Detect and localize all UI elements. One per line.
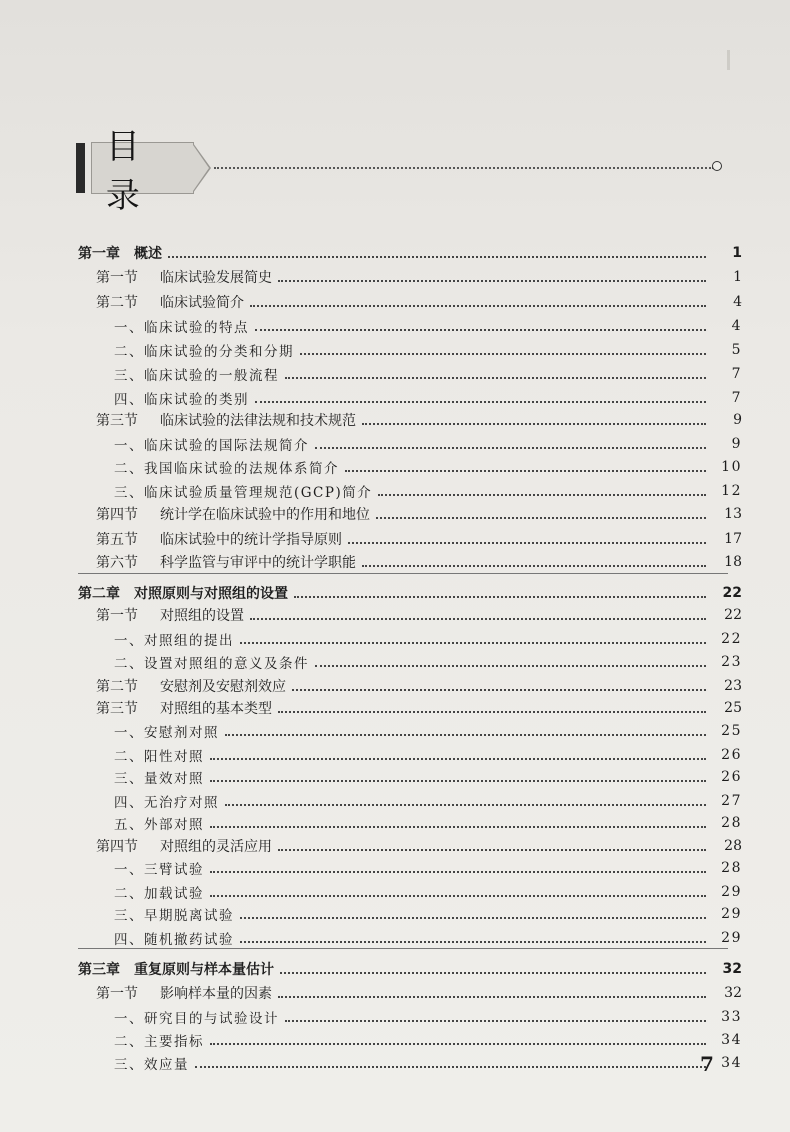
toc-entry-label xyxy=(114,791,219,811)
toc-entry-sub[interactable] xyxy=(114,456,742,478)
toc-title: 目 录 xyxy=(105,127,158,216)
toc-entry-page: 4 xyxy=(731,318,742,334)
title-arrow-inner xyxy=(193,145,209,191)
title-dotted-line xyxy=(214,167,714,169)
toc-entry-title: 对照组的设置 xyxy=(160,608,244,624)
toc-entry-title: 二、阳性对照 xyxy=(114,749,204,765)
toc-entry-sub[interactable] xyxy=(114,1029,742,1051)
toc-entry-title: 对照组的基本类型 xyxy=(160,701,272,717)
toc-entry-section[interactable] xyxy=(96,835,742,857)
toc-entry-number: 第一节 xyxy=(96,608,138,624)
toc-entry-label xyxy=(114,364,279,384)
dot-leader xyxy=(255,391,706,403)
toc-entry-title: 五、外部对照 xyxy=(114,817,204,833)
toc-entry-page: 4 xyxy=(733,294,742,310)
dot-leader xyxy=(240,931,706,943)
toc-entry-sub[interactable] xyxy=(114,1052,742,1074)
toc-entry-label xyxy=(96,676,286,696)
toc-entry-page: 7 xyxy=(731,366,742,382)
title-inner xyxy=(91,127,194,216)
toc-entry-sub[interactable] xyxy=(114,744,742,766)
toc-entry-page: 28 xyxy=(721,815,742,831)
toc-entry-sub[interactable] xyxy=(114,651,742,673)
toc-entry-page: 10 xyxy=(721,459,742,475)
toc-entry-page: 34 xyxy=(721,1055,742,1071)
title-circle-icon xyxy=(712,161,722,171)
toc-entry-section[interactable] xyxy=(96,982,742,1004)
toc-entry-label xyxy=(114,928,234,948)
toc-entry-title: 临床试验中的统计学指导原则 xyxy=(160,532,342,548)
title-bar xyxy=(76,143,85,193)
toc-entry-sub[interactable] xyxy=(114,363,742,385)
dot-leader xyxy=(240,632,706,644)
toc-entry-label xyxy=(96,292,244,312)
toc-entry-chapter[interactable] xyxy=(78,582,742,604)
toc-entry-chapter[interactable] xyxy=(78,242,742,264)
toc-entry-number: 第六节 xyxy=(96,555,138,571)
dot-leader xyxy=(195,1056,706,1068)
toc-entry-sub[interactable] xyxy=(114,433,742,455)
toc-entry-page: 26 xyxy=(721,769,742,785)
toc-entry-number: 第一章 xyxy=(78,246,120,262)
dot-leader xyxy=(278,701,706,713)
toc-entry-sub[interactable] xyxy=(114,857,742,879)
dot-leader xyxy=(210,861,706,873)
toc-entry-label xyxy=(114,388,249,408)
toc-entry-title: 临床试验发展简史 xyxy=(160,270,272,286)
chapter-divider xyxy=(78,948,728,949)
dot-leader xyxy=(292,679,706,691)
toc-entry-page: 29 xyxy=(721,884,742,900)
dot-leader xyxy=(362,555,706,567)
dot-leader xyxy=(210,816,706,828)
toc-entry-page: 33 xyxy=(721,1009,742,1025)
toc-entry-label xyxy=(78,243,162,263)
toc-entry-number: 第二节 xyxy=(96,295,138,311)
toc-entry-sub[interactable] xyxy=(114,903,742,925)
toc-entry-sub[interactable] xyxy=(114,315,742,337)
dot-leader xyxy=(285,367,706,379)
toc-entry-page: 5 xyxy=(731,342,742,358)
toc-entry-title: 临床试验简介 xyxy=(160,295,244,311)
toc-entry-label xyxy=(96,698,272,718)
toc-entry-label xyxy=(114,1030,204,1050)
header-mark xyxy=(677,50,730,70)
toc-entry-title: 四、随机撤药试验 xyxy=(114,932,234,948)
toc-entry-label xyxy=(114,434,309,454)
toc-entry-sub[interactable] xyxy=(114,927,742,949)
toc-entry-label xyxy=(96,552,356,572)
toc-entry-label xyxy=(114,745,204,765)
toc-entry-page: 23 xyxy=(724,678,742,694)
page-number: 7 xyxy=(700,1052,714,1076)
toc-entry-section[interactable] xyxy=(96,675,742,697)
toc-entry-number: 第三节 xyxy=(96,413,138,429)
toc-entry-page: 25 xyxy=(724,700,742,716)
toc-entry-title: 三、临床试验的一般流程 xyxy=(114,368,279,384)
toc-entry-page: 29 xyxy=(721,930,742,946)
toc-entry-sub[interactable] xyxy=(114,790,742,812)
dot-leader xyxy=(362,413,706,425)
toc-entry-label xyxy=(78,583,288,603)
toc-entry-sub[interactable] xyxy=(114,387,742,409)
dot-leader xyxy=(225,794,706,806)
dot-leader xyxy=(278,270,706,282)
toc-entry-label xyxy=(96,605,244,625)
toc-entry-title: 二、我国临床试验的法规体系简介 xyxy=(114,461,339,477)
toc-entry-section[interactable] xyxy=(96,503,742,525)
dot-leader xyxy=(255,319,706,331)
toc-entry-page: 17 xyxy=(724,531,742,547)
toc-entry-title: 科学监管与审评中的统计学职能 xyxy=(160,555,356,571)
toc-entry-title: 三、临床试验质量管理规范(GCP)简介 xyxy=(114,485,373,501)
dot-leader xyxy=(278,839,706,851)
dot-leader xyxy=(210,770,706,782)
dot-leader xyxy=(250,295,706,307)
toc-entry-number: 第一节 xyxy=(96,270,138,286)
toc-entry-label xyxy=(114,1053,189,1073)
toc-entry-title: 安慰剂及安慰剂效应 xyxy=(160,679,286,695)
toc-entry-section[interactable] xyxy=(96,266,742,288)
toc-entry-page: 23 xyxy=(721,654,742,670)
toc-entry-title: 概述 xyxy=(134,246,162,262)
toc-entry-page: 12 xyxy=(721,483,742,499)
dot-leader xyxy=(300,343,706,355)
toc-entry-page: 9 xyxy=(733,412,742,428)
toc-entry-title: 二、临床试验的分类和分期 xyxy=(114,344,294,360)
toc-entry-sub[interactable] xyxy=(114,1006,742,1028)
toc-entry-page: 26 xyxy=(721,747,742,763)
toc-entry-title: 一、研究目的与试验设计 xyxy=(114,1011,279,1027)
toc-entry-title: 一、安慰剂对照 xyxy=(114,725,219,741)
toc-entry-label xyxy=(114,858,204,878)
toc-entry-label xyxy=(114,316,249,336)
toc-entry-label xyxy=(96,410,356,430)
toc-entry-number: 第四节 xyxy=(96,507,138,523)
toc-entry-page: 27 xyxy=(721,793,742,809)
toc-entry-label xyxy=(114,767,204,787)
toc-entry-title: 二、加载试验 xyxy=(114,886,204,902)
toc-entry-label xyxy=(114,629,234,649)
toc-entry-title: 三、效应量 xyxy=(114,1057,189,1073)
toc-entry-label xyxy=(96,529,342,549)
toc-entry-label xyxy=(114,1007,279,1027)
toc-entry-title: 对照原则与对照组的设置 xyxy=(134,586,288,602)
dot-leader xyxy=(250,608,706,620)
dot-leader xyxy=(285,1010,706,1022)
toc-entry-section[interactable] xyxy=(96,291,742,313)
toc-entry-page: 29 xyxy=(721,906,742,922)
toc-entry-number: 第三章 xyxy=(78,962,120,978)
toc-entry-chapter[interactable] xyxy=(78,958,742,980)
dot-leader xyxy=(294,586,706,598)
toc-entry-label xyxy=(78,959,274,979)
toc-entry-title: 一、三臂试验 xyxy=(114,862,204,878)
toc-entry-section[interactable] xyxy=(96,604,742,626)
toc-entry-label xyxy=(114,882,204,902)
toc-entry-title: 四、无治疗对照 xyxy=(114,795,219,811)
dot-leader xyxy=(378,484,706,496)
dot-leader xyxy=(225,724,706,736)
toc-entry-label xyxy=(96,267,272,287)
dot-leader xyxy=(315,437,706,449)
toc-entry-sub[interactable] xyxy=(114,812,742,834)
toc-entry-number: 第四节 xyxy=(96,839,138,855)
dot-leader xyxy=(210,748,706,760)
toc-entry-sub[interactable] xyxy=(114,766,742,788)
toc-entry-label xyxy=(114,813,204,833)
toc-entry-title: 影响样本量的因素 xyxy=(160,986,272,1002)
toc-entry-sub[interactable] xyxy=(114,628,742,650)
toc-entry-title: 二、设置对照组的意义及条件 xyxy=(114,656,309,672)
toc-entry-label xyxy=(114,457,339,477)
toc-entry-page: 7 xyxy=(731,390,742,406)
dot-leader xyxy=(348,532,706,544)
toc-entry-page: 32 xyxy=(724,985,742,1001)
toc-entry-label xyxy=(114,652,309,672)
toc-entry-page: 28 xyxy=(724,838,742,854)
toc-entry-page: 1 xyxy=(732,245,742,261)
toc-entry-label xyxy=(114,904,234,924)
toc-entry-page: 28 xyxy=(721,860,742,876)
toc-entry-label xyxy=(114,481,372,501)
toc-entry-section[interactable] xyxy=(96,697,742,719)
dot-leader xyxy=(278,986,706,998)
toc-entry-sub[interactable] xyxy=(114,881,742,903)
toc-entry-number: 第二章 xyxy=(78,586,120,602)
toc-entry-title: 对照组的灵活应用 xyxy=(160,839,272,855)
toc-entry-page: 25 xyxy=(721,723,742,739)
toc-entry-title: 三、量效对照 xyxy=(114,771,204,787)
toc-entry-label xyxy=(96,504,370,524)
toc-entry-section[interactable] xyxy=(96,528,742,550)
toc-entry-sub[interactable] xyxy=(114,480,742,502)
toc-entry-number: 第一节 xyxy=(96,986,138,1002)
toc-entry-title: 重复原则与样本量估计 xyxy=(134,962,274,978)
toc-entry-title: 一、临床试验的国际法规简介 xyxy=(114,438,309,454)
toc-entry-page: 13 xyxy=(724,506,742,522)
toc-entry-page: 22 xyxy=(724,607,742,623)
dot-leader xyxy=(240,907,706,919)
toc-entry-label xyxy=(96,983,272,1003)
dot-leader xyxy=(376,507,706,519)
toc-entry-sub[interactable] xyxy=(114,339,742,361)
dot-leader xyxy=(280,962,706,974)
toc-entry-label xyxy=(114,340,294,360)
toc-entry-title: 一、临床试验的特点 xyxy=(114,320,249,336)
toc-entry-section[interactable] xyxy=(96,409,742,431)
toc-entry-page: 9 xyxy=(731,436,742,452)
toc-entry-label xyxy=(96,836,272,856)
dot-leader xyxy=(345,460,706,472)
toc-entry-label xyxy=(114,721,219,741)
toc-entry-title: 临床试验的法律法规和技术规范 xyxy=(160,413,356,429)
toc-entry-title: 统计学在临床试验中的作用和地位 xyxy=(160,507,370,523)
toc-entry-page: 1 xyxy=(733,269,742,285)
dot-leader xyxy=(315,655,706,667)
toc-entry-page: 34 xyxy=(721,1032,742,1048)
toc-title-box xyxy=(76,127,194,216)
toc-entry-page: 22 xyxy=(722,585,742,601)
toc-entry-section[interactable] xyxy=(96,551,742,573)
toc-entry-title: 二、主要指标 xyxy=(114,1034,204,1050)
dot-leader xyxy=(210,885,706,897)
toc-entry-number: 第五节 xyxy=(96,532,138,548)
toc-entry-page: 18 xyxy=(724,554,742,570)
toc-entry-number: 第二节 xyxy=(96,679,138,695)
chapter-divider xyxy=(78,573,728,574)
dot-leader xyxy=(168,246,706,258)
toc-entry-title: 一、对照组的提出 xyxy=(114,633,234,649)
toc-entry-page: 22 xyxy=(721,631,742,647)
toc-entry-page: 32 xyxy=(722,961,742,977)
toc-entry-title: 四、临床试验的类别 xyxy=(114,392,249,408)
toc-entry-title: 三、早期脱离试验 xyxy=(114,908,234,924)
toc-entry-number: 第三节 xyxy=(96,701,138,717)
dot-leader xyxy=(210,1033,706,1045)
toc-entry-sub[interactable] xyxy=(114,720,742,742)
